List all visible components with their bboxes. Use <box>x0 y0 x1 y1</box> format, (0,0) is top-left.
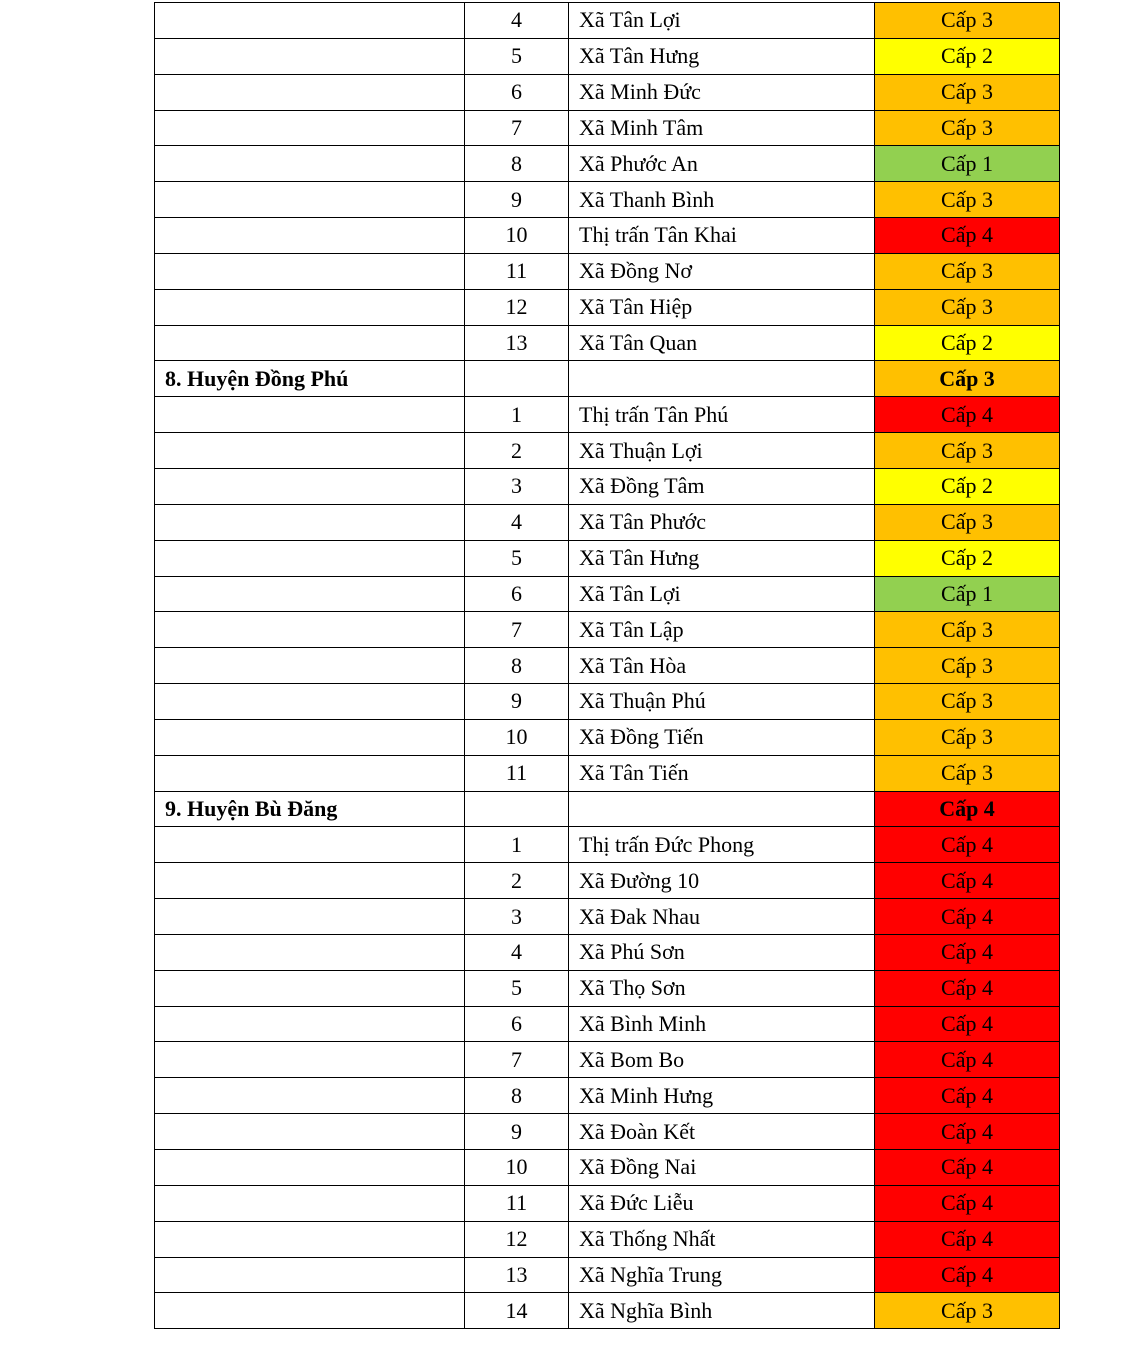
risk-level-cell: Cấp 4 <box>875 1006 1060 1042</box>
table-row <box>155 1257 1060 1293</box>
commune-name-cell <box>569 791 875 827</box>
risk-level-cell: Cấp 4 <box>875 899 1060 935</box>
district-name-cell <box>155 38 465 74</box>
row-number-cell: 1 <box>465 827 569 863</box>
commune-name-cell: Xã Thuận Lợi <box>569 433 875 469</box>
table-row <box>155 827 1060 863</box>
district-name-cell <box>155 755 465 791</box>
commune-name-cell: Xã Tân Hiệp <box>569 289 875 325</box>
table-row <box>155 218 1060 254</box>
table-row <box>155 504 1060 540</box>
table-row <box>155 970 1060 1006</box>
risk-level-cell: Cấp 4 <box>875 863 1060 899</box>
commune-name-cell: Xã Thanh Bình <box>569 182 875 218</box>
row-number-cell: 3 <box>465 899 569 935</box>
risk-level-cell: Cấp 4 <box>875 791 1060 827</box>
table-row <box>155 1042 1060 1078</box>
district-name-cell <box>155 540 465 576</box>
table-row <box>155 719 1060 755</box>
risk-level-table <box>154 2 1060 1329</box>
commune-name-cell: Xã Bình Minh <box>569 1006 875 1042</box>
risk-level-cell: Cấp 4 <box>875 970 1060 1006</box>
row-number-cell: 9 <box>465 684 569 720</box>
district-name-cell <box>155 218 465 254</box>
commune-name-cell: Xã Đường 10 <box>569 863 875 899</box>
commune-name-cell: Xã Nghĩa Bình <box>569 1293 875 1329</box>
commune-name-cell: Xã Đoàn Kết <box>569 1114 875 1150</box>
table-row <box>155 182 1060 218</box>
commune-name-cell: Thị trấn Tân Khai <box>569 218 875 254</box>
risk-level-cell: Cấp 4 <box>875 1114 1060 1150</box>
district-name-cell <box>155 182 465 218</box>
row-number-cell: 5 <box>465 540 569 576</box>
district-name-cell <box>155 1221 465 1257</box>
table-row <box>155 3 1060 39</box>
risk-level-cell: Cấp 2 <box>875 38 1060 74</box>
district-name-cell <box>155 648 465 684</box>
commune-name-cell: Xã Tân Hưng <box>569 38 875 74</box>
commune-name-cell: Xã Đồng Nai <box>569 1150 875 1186</box>
row-number-cell: 7 <box>465 110 569 146</box>
table-row <box>155 38 1060 74</box>
risk-level-cell: Cấp 3 <box>875 755 1060 791</box>
row-number-cell: 12 <box>465 1221 569 1257</box>
row-number-cell: 11 <box>465 253 569 289</box>
risk-level-cell: Cấp 2 <box>875 540 1060 576</box>
district-name-cell <box>155 468 465 504</box>
row-number-cell: 4 <box>465 934 569 970</box>
table-row <box>155 1150 1060 1186</box>
commune-name-cell: Xã Tân Lập <box>569 612 875 648</box>
commune-name-cell: Xã Tân Quan <box>569 325 875 361</box>
row-number-cell: 7 <box>465 612 569 648</box>
table-row <box>155 934 1060 970</box>
table-row <box>155 648 1060 684</box>
district-name-cell <box>155 253 465 289</box>
risk-level-cell: Cấp 4 <box>875 1257 1060 1293</box>
district-name-cell <box>155 325 465 361</box>
risk-level-cell: Cấp 4 <box>875 1042 1060 1078</box>
row-number-cell: 10 <box>465 719 569 755</box>
commune-name-cell: Xã Thuận Phú <box>569 684 875 720</box>
district-name-cell <box>155 110 465 146</box>
commune-name-cell: Xã Tân Tiến <box>569 755 875 791</box>
district-name-cell <box>155 1185 465 1221</box>
district-name-cell <box>155 899 465 935</box>
row-number-cell: 6 <box>465 74 569 110</box>
row-number-cell: 11 <box>465 1185 569 1221</box>
commune-name-cell: Xã Minh Đức <box>569 74 875 110</box>
table-row <box>155 1293 1060 1329</box>
district-name-cell <box>155 863 465 899</box>
table-row <box>155 540 1060 576</box>
commune-name-cell: Xã Tân Lợi <box>569 3 875 39</box>
row-number-cell: 5 <box>465 38 569 74</box>
commune-name-cell: Xã Tân Hòa <box>569 648 875 684</box>
commune-name-cell: Xã Minh Hưng <box>569 1078 875 1114</box>
commune-name-cell: Xã Đức Liễu <box>569 1185 875 1221</box>
risk-level-cell: Cấp 4 <box>875 934 1060 970</box>
table-row <box>155 253 1060 289</box>
risk-level-cell: Cấp 3 <box>875 289 1060 325</box>
row-number-cell: 9 <box>465 182 569 218</box>
risk-level-cell: Cấp 4 <box>875 1150 1060 1186</box>
table-row <box>155 146 1060 182</box>
commune-name-cell: Xã Thống Nhất <box>569 1221 875 1257</box>
commune-name-cell: Xã Minh Tâm <box>569 110 875 146</box>
row-number-cell: 6 <box>465 576 569 612</box>
row-number-cell: 1 <box>465 397 569 433</box>
risk-level-cell: Cấp 4 <box>875 1185 1060 1221</box>
table-row <box>155 1185 1060 1221</box>
row-number-cell: 8 <box>465 648 569 684</box>
table-row <box>155 1221 1060 1257</box>
table-body <box>155 3 1060 1329</box>
risk-level-cell: Cấp 4 <box>875 1221 1060 1257</box>
district-name-cell <box>155 1293 465 1329</box>
district-name-cell <box>155 433 465 469</box>
row-number-cell: 10 <box>465 218 569 254</box>
table-row <box>155 755 1060 791</box>
risk-level-cell: Cấp 3 <box>875 253 1060 289</box>
commune-name-cell: Xã Đồng Nơ <box>569 253 875 289</box>
row-number-cell: 2 <box>465 863 569 899</box>
district-name-cell <box>155 1150 465 1186</box>
district-name-cell <box>155 1042 465 1078</box>
row-number-cell: 11 <box>465 755 569 791</box>
row-number-cell: 5 <box>465 970 569 1006</box>
row-number-cell: 4 <box>465 504 569 540</box>
row-number-cell: 13 <box>465 1257 569 1293</box>
commune-name-cell: Xã Tân Phước <box>569 504 875 540</box>
table-row <box>155 433 1060 469</box>
commune-name-cell: Xã Nghĩa Trung <box>569 1257 875 1293</box>
commune-name-cell: Xã Phước An <box>569 146 875 182</box>
district-name-cell <box>155 1078 465 1114</box>
table-row <box>155 74 1060 110</box>
district-row <box>155 791 1060 827</box>
risk-level-cell: Cấp 3 <box>875 74 1060 110</box>
risk-level-cell: Cấp 4 <box>875 1078 1060 1114</box>
risk-level-cell: Cấp 3 <box>875 110 1060 146</box>
table-row <box>155 1078 1060 1114</box>
table-row <box>155 863 1060 899</box>
risk-level-cell: Cấp 3 <box>875 182 1060 218</box>
risk-level-cell: Cấp 3 <box>875 3 1060 39</box>
table-row <box>155 576 1060 612</box>
table-row <box>155 612 1060 648</box>
district-name-cell <box>155 289 465 325</box>
risk-level-cell: Cấp 4 <box>875 218 1060 254</box>
risk-level-cell: Cấp 3 <box>875 648 1060 684</box>
district-name-cell <box>155 576 465 612</box>
risk-level-cell: Cấp 2 <box>875 468 1060 504</box>
row-number-cell: 9 <box>465 1114 569 1150</box>
district-name-cell <box>155 934 465 970</box>
row-number-cell: 7 <box>465 1042 569 1078</box>
risk-level-cell: Cấp 1 <box>875 576 1060 612</box>
district-name-cell: 9. Huyện Bù Đăng <box>155 791 465 827</box>
row-number-cell: 8 <box>465 1078 569 1114</box>
risk-level-cell: Cấp 3 <box>875 684 1060 720</box>
district-name-cell: 8. Huyện Đồng Phú <box>155 361 465 397</box>
table-row <box>155 684 1060 720</box>
row-number-cell: 10 <box>465 1150 569 1186</box>
table-row <box>155 110 1060 146</box>
table-row <box>155 1006 1060 1042</box>
table-row <box>155 289 1060 325</box>
risk-level-cell: Cấp 4 <box>875 397 1060 433</box>
commune-name-cell: Xã Tân Lợi <box>569 576 875 612</box>
commune-name-cell: Xã Đồng Tiến <box>569 719 875 755</box>
commune-name-cell: Thị trấn Đức Phong <box>569 827 875 863</box>
risk-level-cell: Cấp 4 <box>875 827 1060 863</box>
table-row <box>155 325 1060 361</box>
risk-level-cell: Cấp 3 <box>875 361 1060 397</box>
commune-name-cell: Xã Bom Bo <box>569 1042 875 1078</box>
district-name-cell <box>155 684 465 720</box>
row-number-cell: 14 <box>465 1293 569 1329</box>
row-number-cell: 12 <box>465 289 569 325</box>
commune-name-cell <box>569 361 875 397</box>
district-name-cell <box>155 3 465 39</box>
risk-level-cell: Cấp 3 <box>875 612 1060 648</box>
district-name-cell <box>155 970 465 1006</box>
district-name-cell <box>155 504 465 540</box>
district-name-cell <box>155 1114 465 1150</box>
commune-name-cell: Xã Đak Nhau <box>569 899 875 935</box>
district-name-cell <box>155 827 465 863</box>
risk-level-cell: Cấp 3 <box>875 719 1060 755</box>
table-row <box>155 468 1060 504</box>
district-name-cell <box>155 1006 465 1042</box>
table-row <box>155 397 1060 433</box>
district-name-cell <box>155 146 465 182</box>
table-row <box>155 1114 1060 1150</box>
row-number-cell <box>465 361 569 397</box>
commune-name-cell: Xã Tân Hưng <box>569 540 875 576</box>
risk-level-cell: Cấp 3 <box>875 504 1060 540</box>
risk-level-cell: Cấp 3 <box>875 433 1060 469</box>
commune-name-cell: Thị trấn Tân Phú <box>569 397 875 433</box>
district-name-cell <box>155 74 465 110</box>
district-row <box>155 361 1060 397</box>
district-name-cell <box>155 719 465 755</box>
risk-level-cell: Cấp 3 <box>875 1293 1060 1329</box>
risk-level-cell: Cấp 1 <box>875 146 1060 182</box>
district-name-cell <box>155 397 465 433</box>
risk-level-cell: Cấp 2 <box>875 325 1060 361</box>
row-number-cell <box>465 791 569 827</box>
row-number-cell: 4 <box>465 3 569 39</box>
commune-name-cell: Xã Thọ Sơn <box>569 970 875 1006</box>
row-number-cell: 13 <box>465 325 569 361</box>
district-name-cell <box>155 612 465 648</box>
district-name-cell <box>155 1257 465 1293</box>
row-number-cell: 8 <box>465 146 569 182</box>
commune-name-cell: Xã Phú Sơn <box>569 934 875 970</box>
row-number-cell: 6 <box>465 1006 569 1042</box>
table-row <box>155 899 1060 935</box>
commune-name-cell: Xã Đồng Tâm <box>569 468 875 504</box>
row-number-cell: 2 <box>465 433 569 469</box>
row-number-cell: 3 <box>465 468 569 504</box>
